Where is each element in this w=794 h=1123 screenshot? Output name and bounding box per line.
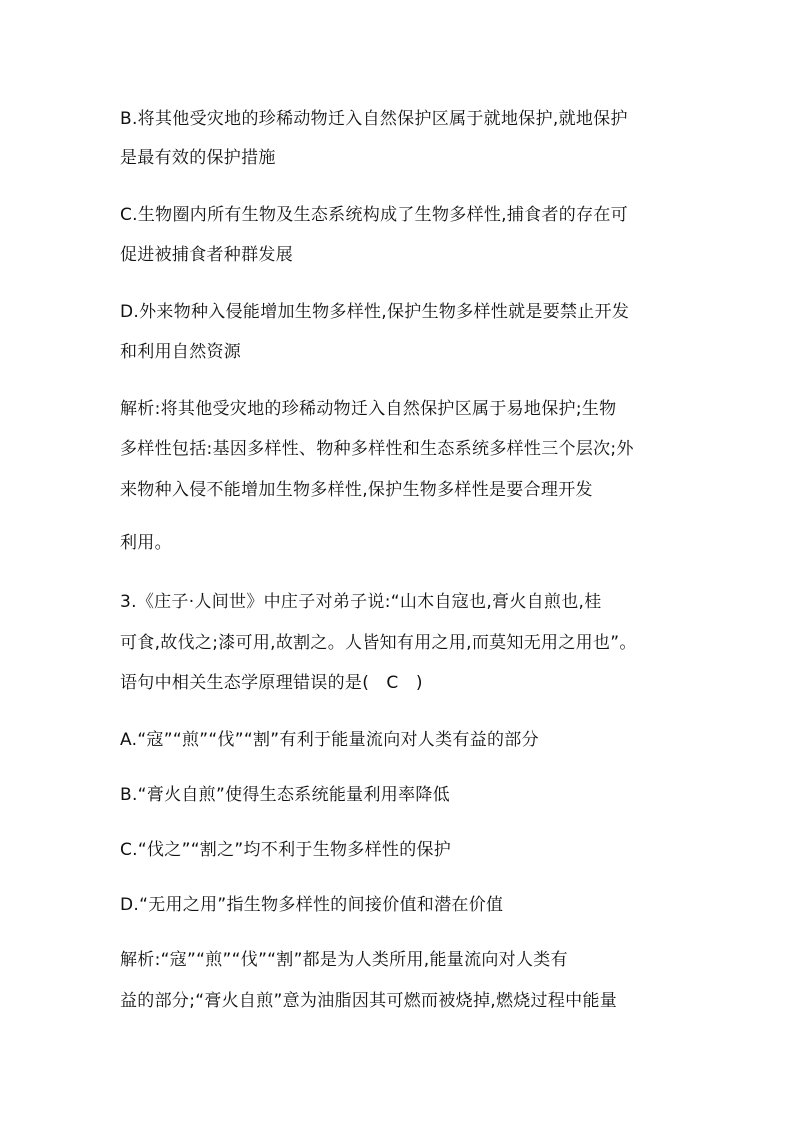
q3-option-d: D.“无用之用”指生物多样性的间接价值和潜在价值 (120, 895, 504, 915)
option-b-line-2: 是最有效的保护措施 (120, 148, 276, 168)
option-c-line-2: 促进被捕食者种群发展 (120, 245, 293, 265)
q3-analysis-line-2: 益的部分;“膏火自煎”意为油脂因其可燃而被烧掉,燃烧过程中能量 (120, 991, 618, 1011)
q3-option-a: A.“寇”“煎”“伐”“割”有利于能量流向对人类有益的部分 (120, 730, 539, 750)
q3-option-b: B.“膏火自煎”使得生态系统能量利用率降低 (120, 785, 450, 805)
option-b-line-1: B.将其他受灾地的珍稀动物迁入自然保护区属于就地保护,就地保护 (120, 109, 628, 129)
analysis-line-3: 来物种入侵不能增加生物多样性,保护生物多样性是要合理开发 (120, 480, 593, 500)
analysis-line-4: 利用。 (120, 533, 172, 553)
q3-analysis-line-1: 解析:“寇”“煎”“伐”“割”都是为人类所用,能量流向对人类有 (120, 950, 568, 970)
question-3-line-3: 语句中相关生态学原理错误的是( C ) (120, 673, 423, 693)
q3-option-c: C.“伐之”“割之”均不利于生物多样性的保护 (120, 840, 452, 860)
question-3-line-1: 3.《庄子·人间世》中庄子对弟子说:“山木自寇也,膏火自煎也,桂 (120, 592, 602, 612)
option-d-line-1: D.外来物种入侵能增加生物多样性,保护生物多样性就是要禁止开发 (120, 302, 630, 322)
option-d-line-2: 和利用自然资源 (120, 342, 242, 362)
question-3-line-2: 可食,故伐之;漆可用,故割之。人皆知有用之用,而莫知无用之用也”。 (120, 633, 637, 653)
analysis-line-1: 解析:将其他受灾地的珍稀动物迁入自然保护区属于易地保护;生物 (120, 399, 617, 419)
analysis-line-2: 多样性包括:基因多样性、物种多样性和生态系统多样性三个层次;外 (120, 439, 634, 459)
option-c-line-1: C.生物圈内所有生物及生态系统构成了生物多样性,捕食者的存在可 (120, 205, 628, 225)
